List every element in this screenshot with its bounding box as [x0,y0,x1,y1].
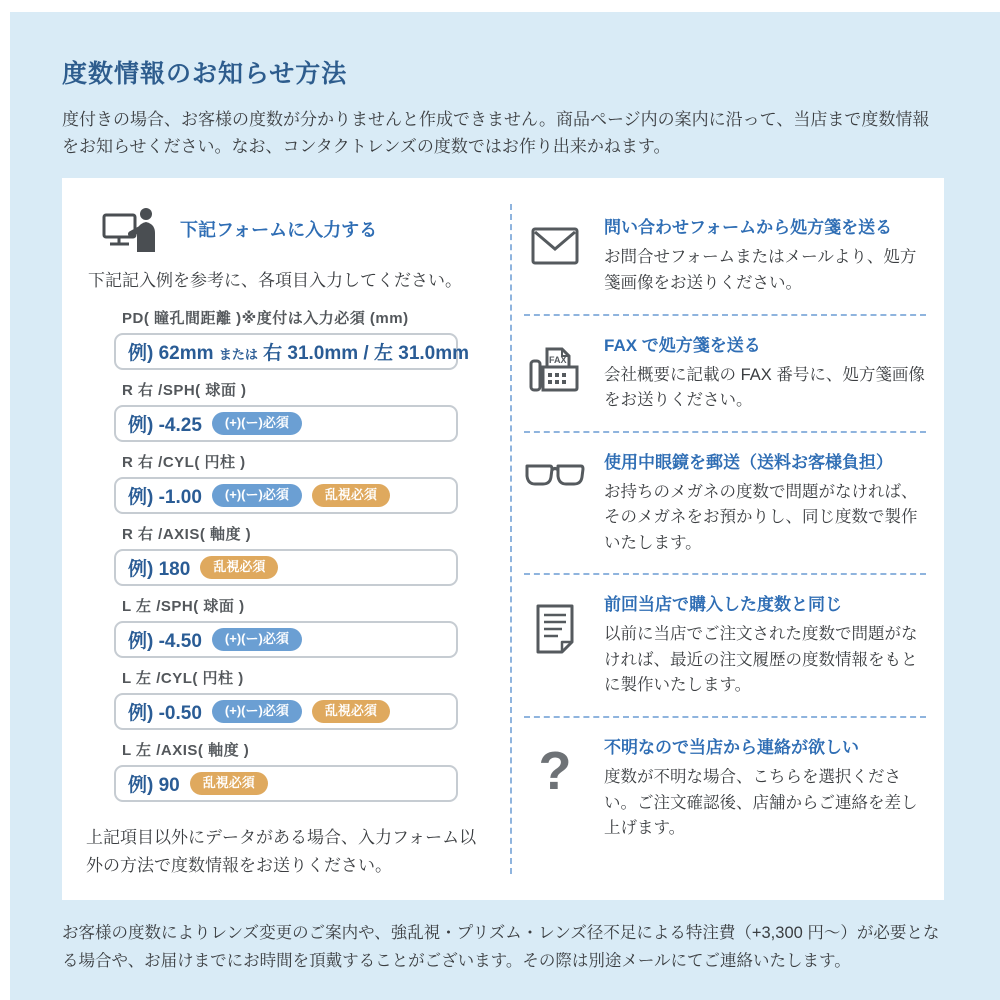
field-label-l-cyl: L 左 /CYL( 円柱 ) [122,670,244,688]
form-note: 上記項目以外にデータがある場合、入力フォーム以外の方法で度数情報をお送りください。 [86,828,477,876]
example-value: 例) -1.00 [128,487,202,509]
method-title: 前回当店で購入した度数と同じ [604,595,842,615]
method-title: 不明なので当店から連絡が欲しい [604,738,859,757]
fax-icon [524,331,586,414]
method-body: 度数が不明な場合、こちらを選択ください。ご注文確認後、店舗からご連絡を差し上げます。 [604,768,918,838]
field-input-l-sph[interactable] [114,621,458,658]
astigmatism-required-badge: 乱視必須 [190,772,268,795]
field-input-l-cyl[interactable] [114,693,458,730]
astigmatism-required-badge: 乱視必須 [312,484,390,507]
field-label-r-axis: R 右 /AXIS( 軸度 ) [122,526,252,544]
example-value: 例) -4.25 [128,415,202,437]
person-at-monitor-icon [102,206,158,252]
field-label-l-sph: L 左 /SPH( 球面 ) [122,598,245,616]
method-previous-order [524,573,926,716]
form-fields [114,307,470,802]
method-body: お問合せフォームまたはメールより、処方箋画像をお送りください。 [604,248,917,292]
astigmatism-required-badge: 乱視必須 [312,700,390,723]
method-title: 問い合わせフォームから処方箋を送る [604,218,893,238]
form-header [102,206,492,252]
plus-minus-required-badge: (+)(ー)必須 [212,628,302,651]
method-body: お持ちのメガネの度数で問題がなければ、そのメガネをお預かりし、同じ度数で製作いたします。 [604,482,918,552]
form-section [62,198,510,880]
example-value: 例) 90 [128,775,180,797]
envelope-icon [524,213,586,296]
question-mark-icon: ? [538,741,572,801]
plus-minus-required-badge: (+)(ー)必須 [212,412,302,435]
field-label-r-cyl: R 右 /CYL( 円柱 ) [122,454,246,472]
page-title: 度数情報のお知らせ方法 [62,60,348,88]
method-mail-glasses [524,431,926,574]
form-title: 下記フォームに入力する [180,220,378,241]
document-icon [524,590,586,699]
plus-minus-required-badge: (+)(ー)必須 [212,484,302,507]
method-body: 以前に当店でご注文された度数で問題がなければ、最近の注文履歴の度数情報をもとに製作いたします。 [604,625,918,695]
example-value: 例) 62mm または 右 31.0mm / 左 31.0mm [128,343,470,365]
example-value: 例) 180 [128,559,191,581]
form-instruction: 下記記入例を参考に、各項目入力してください。 [88,271,462,291]
field-label-pd: PD( 瞳孔間距離 )※度付は入力必須 (mm) [122,310,409,328]
svg-text:FAX: FAX [549,354,567,365]
method-body: 会社概要に記載の FAX 番号に、処方箋画像をお送りください。 [604,365,925,410]
example-value: 例) -4.50 [128,631,202,653]
example-value: 例) -0.50 [128,703,202,725]
field-input-r-cyl[interactable] [114,477,458,514]
field-input-l-axis[interactable] [114,765,458,802]
field-input-pd[interactable] [114,333,470,370]
method-title: FAX で処方箋を送る [604,335,761,355]
field-input-r-axis[interactable] [114,549,458,586]
field-label-r-sph: R 右 /SPH( 球面 ) [122,382,247,400]
method-title: 使用中眼鏡を郵送（送料お客様負担） [604,452,893,472]
glasses-icon [524,448,586,557]
astigmatism-required-badge: 乱視必須 [200,556,278,579]
method-contact-form [524,198,926,313]
field-label-l-axis: L 左 /AXIS( 軸度 ) [122,742,250,760]
footer-note: お客様の度数によりレンズ変更のご案内や、強乱視・プリズム・レンズ径不足による特注費（+3,300 円〜）が必要となる場合や、お届けまでにお時間を頂戴することがございます。その際は別途メールにてご連絡いたします。 [62,924,940,970]
intro-text: 度付きの場合、お客様の度数が分かりませんと作成できません。商品ページ内の案内に沿って、当店まで度数情報をお知らせください。なお、コンタクトレンズの度数ではお作り出来かねます。 [62,110,930,157]
method-fax [524,314,926,431]
plus-minus-required-badge: (+)(ー)必須 [212,700,302,723]
method-unknown-contact-me [524,716,926,859]
field-input-r-sph[interactable] [114,405,458,442]
info-card [62,178,944,900]
methods-section [512,198,944,880]
